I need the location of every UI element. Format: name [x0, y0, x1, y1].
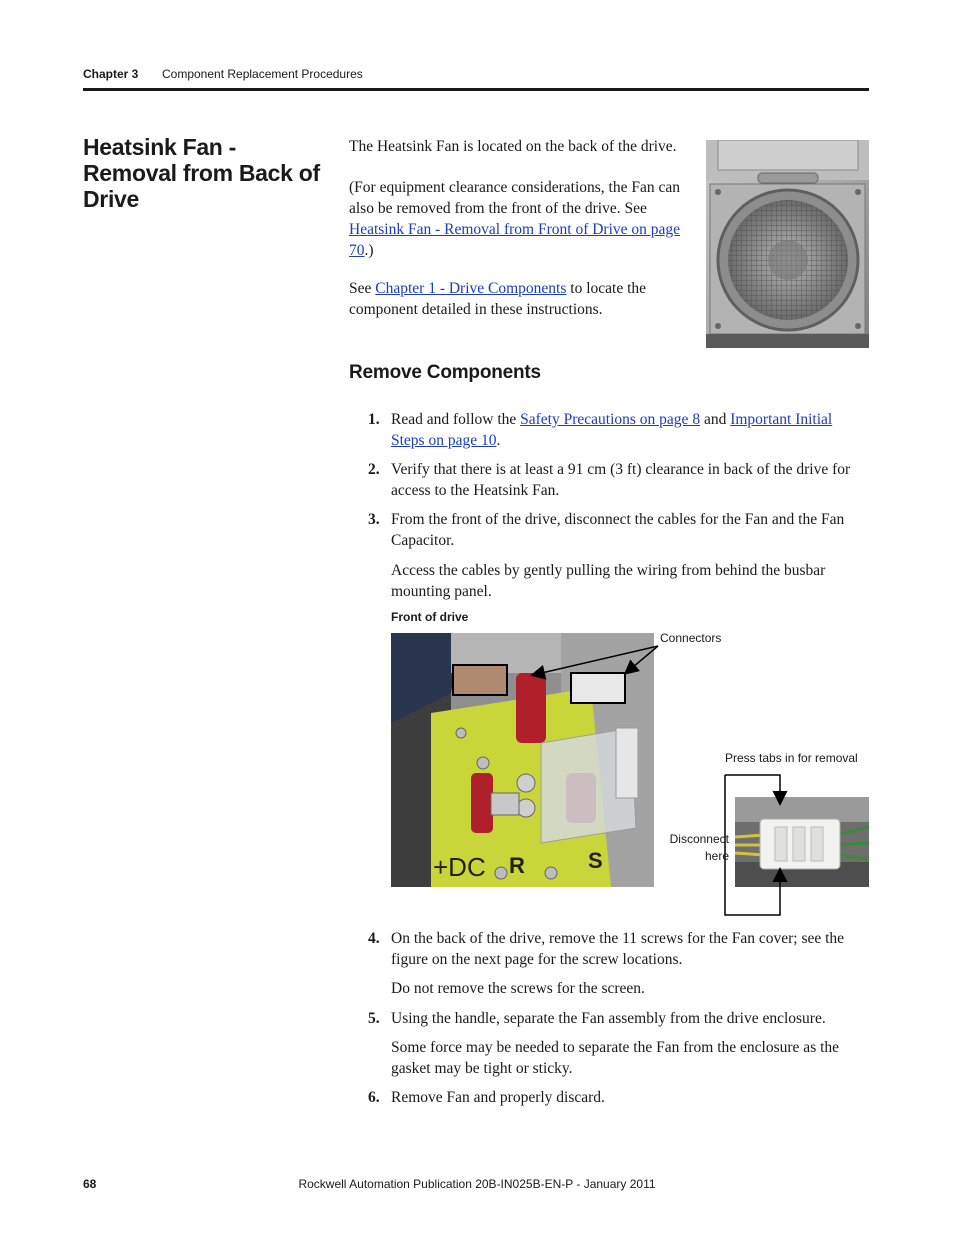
step-1 [368, 409, 868, 451]
figure-caption: Front of drive [391, 610, 469, 624]
connectors-label: Connectors [660, 631, 722, 645]
step-4 [368, 928, 868, 999]
disconnect-label-line2: here [704, 849, 729, 863]
clearance-text-end: .) [364, 242, 374, 259]
chapter-title: Component Replacement Procedures [162, 67, 363, 81]
step-number: 6. [368, 1089, 380, 1106]
step-3 [368, 509, 868, 602]
step-number: 3. [368, 511, 380, 528]
step-6 [368, 1087, 868, 1108]
front-of-drive-photo [391, 633, 654, 887]
step-text [391, 409, 868, 451]
step-number: 5. [368, 1010, 380, 1027]
chapter-label: Chapter 3 [83, 67, 139, 81]
heatsink-fan-photo [706, 140, 869, 348]
step-text: From the front of the drive, disconnect the cables for the Fan and the Fan Capacitor. [391, 511, 845, 549]
front-removal-link[interactable]: Heatsink Fan - Removal from Front of Drive on page 70 [349, 221, 681, 259]
see-text: See [349, 280, 376, 297]
connector-closeup-photo [735, 797, 869, 887]
safety-precautions-link[interactable]: Safety Precautions on page 8 [520, 411, 701, 428]
drive-components-link[interactable]: Chapter 1 - Drive Components [375, 280, 567, 297]
page-number: 68 [83, 1177, 97, 1191]
clearance-text: (For equipment clearance considerations, the Fan can also be removed from the front of the drive. See [349, 179, 680, 217]
step-5 [368, 1008, 868, 1079]
step-note: Access the cables by gently pulling the wiring from behind the busbar mounting panel. [391, 562, 826, 600]
disconnect-label [660, 831, 729, 865]
header-rule [83, 88, 869, 91]
step-text: On the back of the drive, remove the 11 screws for the Fan cover; see the figure on the next page for the screw locations. [391, 930, 845, 968]
step-text-part: Read and follow the [391, 411, 521, 428]
clearance-paragraph [349, 177, 694, 261]
publication-info: Rockwell Automation Publication 20B-IN025B-EN-P - January 2011 [298, 1177, 656, 1191]
intro-paragraph: The Heatsink Fan is located on the back of the drive. [349, 138, 677, 155]
step-2 [368, 459, 868, 501]
initial-steps-link[interactable]: Important Initial Steps on page 10 [391, 411, 833, 449]
step-note: Do not remove the screws for the screen. [391, 980, 645, 997]
dc-terminal-label: +DC [433, 852, 486, 882]
section-title: Heatsink Fan - Removal from Back of Drive [83, 134, 320, 212]
step-number: 4. [368, 930, 380, 947]
s-terminal-label: S [588, 848, 603, 873]
step-note: Some force may be needed to separate the Fan from the enclosure as the gasket may be tight or sticky. [391, 1039, 840, 1077]
step-text: Remove Fan and properly discard. [391, 1089, 605, 1106]
step-text-part: and [700, 411, 731, 428]
disconnect-label-line1: Disconnect [669, 832, 729, 846]
step-text: Using the handle, separate the Fan assembly from the drive enclosure. [391, 1010, 826, 1027]
see-text-end: to locate the component detailed in these instructions. [349, 280, 647, 318]
step-number: 1. [368, 411, 380, 428]
see-paragraph [349, 278, 694, 320]
step-text-part: . [496, 432, 501, 449]
step-text: Verify that there is at least a 91 cm (3 ft) clearance in back of the drive for access to the Heatsink Fan. [391, 461, 851, 499]
step-number: 2. [368, 461, 380, 478]
remove-components-heading: Remove Components [349, 362, 541, 383]
press-tabs-label: Press tabs in for removal [725, 751, 858, 765]
r-terminal-label: R [509, 853, 525, 878]
